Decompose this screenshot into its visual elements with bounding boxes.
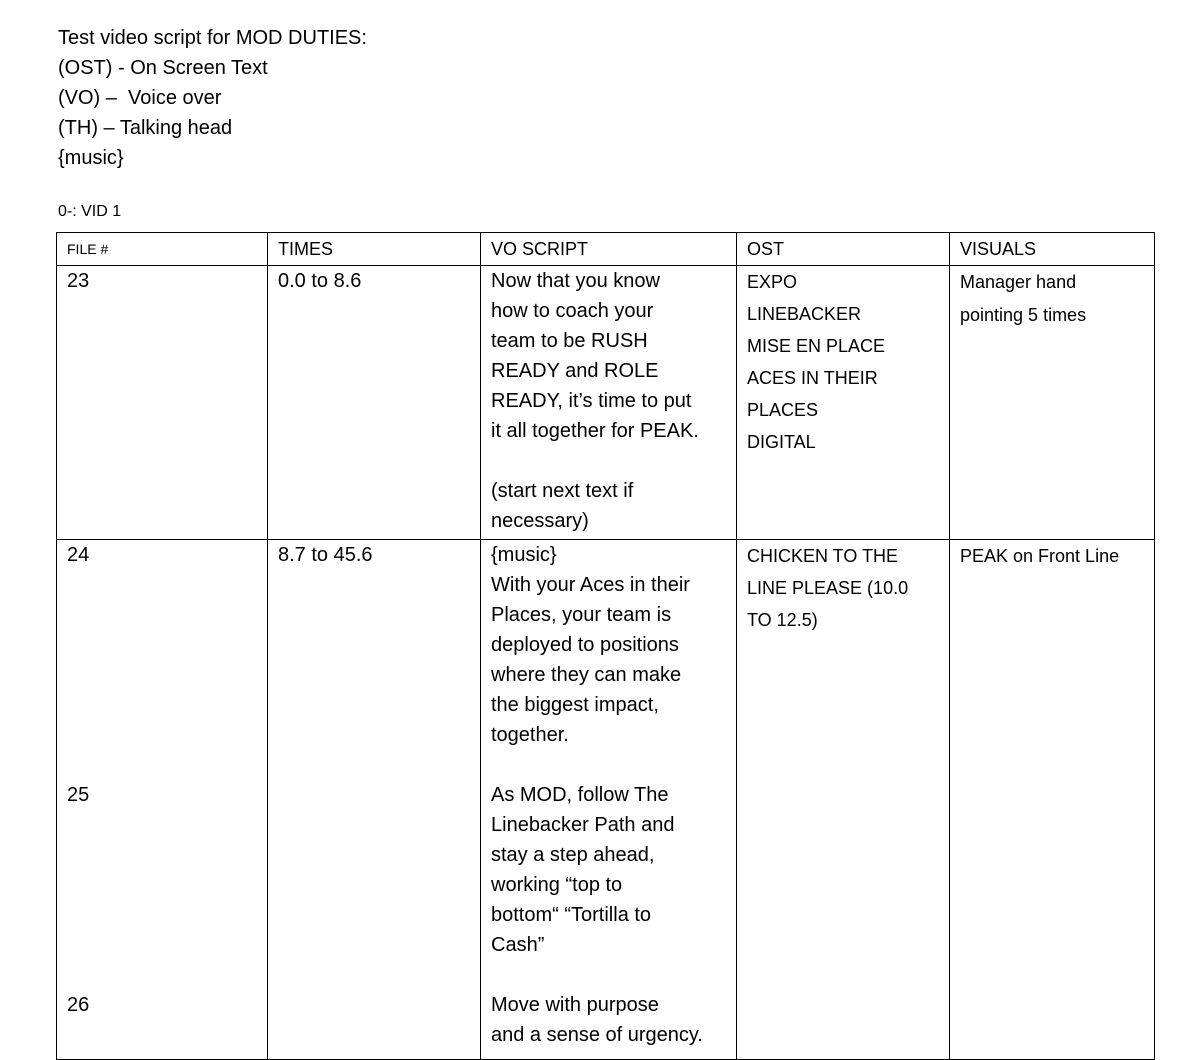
file-number: 24 <box>67 544 90 566</box>
time-range: 8.7 to 45.6 <box>278 544 373 566</box>
document-header <box>58 23 367 173</box>
blank-line <box>491 960 726 990</box>
file-cell <box>57 266 268 540</box>
vo-line: deployed to positions <box>491 634 679 656</box>
vo-line: {music} <box>491 544 557 566</box>
vo-line: As MOD, follow The <box>491 784 669 806</box>
file-cell <box>57 540 268 1060</box>
legend-th: (TH) – Talking head <box>58 117 233 139</box>
ost-cell <box>737 540 950 1060</box>
visual-line: Manager hand <box>960 272 1077 292</box>
ost-line: ACES IN THEIR <box>747 368 878 388</box>
ost-line: MISE EN PLACE <box>747 336 886 356</box>
script-table <box>56 232 1155 1060</box>
vo-note-line: necessary) <box>491 510 589 532</box>
vo-line: READY and ROLE <box>491 360 659 382</box>
column-header-ost: OST <box>737 233 950 266</box>
vo-line: bottom“ “Tortilla to <box>491 904 652 926</box>
vo-script-cell <box>481 540 737 1060</box>
table-header-row <box>57 233 1155 266</box>
blank-space <box>67 570 257 780</box>
legend-ost: (OST) - On Screen Text <box>58 57 268 79</box>
legend-vo: (VO) – Voice over <box>58 87 222 109</box>
table-row <box>57 266 1155 540</box>
legend-music: {music} <box>58 147 124 169</box>
column-header-vo-script: VO SCRIPT <box>481 233 737 266</box>
vo-line: it all together for PEAK. <box>491 420 699 442</box>
vo-line: where they can make <box>491 664 682 686</box>
ost-line: EXPO <box>747 272 798 292</box>
column-header-file: FILE # <box>57 233 268 266</box>
vo-line: Cash” <box>491 934 545 956</box>
ost-line: CHICKEN TO THE <box>747 546 899 566</box>
visual-line: pointing 5 times <box>960 304 1087 325</box>
vo-script-cell <box>481 266 737 540</box>
visual-line: PEAK on Front Line <box>960 546 1120 566</box>
vo-line: Now that you know <box>491 270 660 292</box>
times-cell <box>268 266 481 540</box>
file-number: 25 <box>67 784 90 806</box>
vo-line: how to coach your <box>491 300 654 322</box>
video-label: 0-: VID 1 <box>58 203 122 220</box>
ost-line: PLACES <box>747 400 819 420</box>
vo-line: working “top to <box>491 874 623 896</box>
visuals-cell <box>950 540 1155 1060</box>
vo-line: the biggest impact, <box>491 694 659 716</box>
ost-line: DIGITAL <box>747 432 816 452</box>
column-header-visuals: VISUALS <box>950 233 1155 266</box>
ost-line: LINE PLEASE (10.0 <box>747 578 909 598</box>
vo-line: team to be RUSH <box>491 330 648 352</box>
blank-space <box>67 810 257 990</box>
file-number: 23 <box>67 270 90 292</box>
ost-line: LINEBACKER <box>747 304 862 324</box>
vo-line: together. <box>491 724 569 746</box>
file-number: 26 <box>67 994 90 1016</box>
vo-note-line: (start next text if <box>491 480 634 502</box>
times-cell <box>268 540 481 1060</box>
visuals-cell <box>950 266 1155 540</box>
column-header-times: TIMES <box>268 233 481 266</box>
vo-line: Places, your team is <box>491 604 672 626</box>
ost-cell <box>737 266 950 540</box>
vo-line: Linebacker Path and <box>491 814 675 836</box>
document-title: Test video script for MOD DUTIES: <box>58 27 367 49</box>
vo-line: Move with purpose <box>491 994 659 1016</box>
vo-line: and a sense of urgency. <box>491 1024 703 1046</box>
ost-line: TO 12.5) <box>747 610 818 630</box>
vo-line: With your Aces in their <box>491 574 690 596</box>
time-range: 0.0 to 8.6 <box>278 270 362 292</box>
blank-line <box>491 446 726 476</box>
vo-line: stay a step ahead, <box>491 844 655 866</box>
table-row <box>57 540 1155 1060</box>
blank-line <box>491 750 726 780</box>
vo-line: READY, it’s time to put <box>491 390 692 412</box>
